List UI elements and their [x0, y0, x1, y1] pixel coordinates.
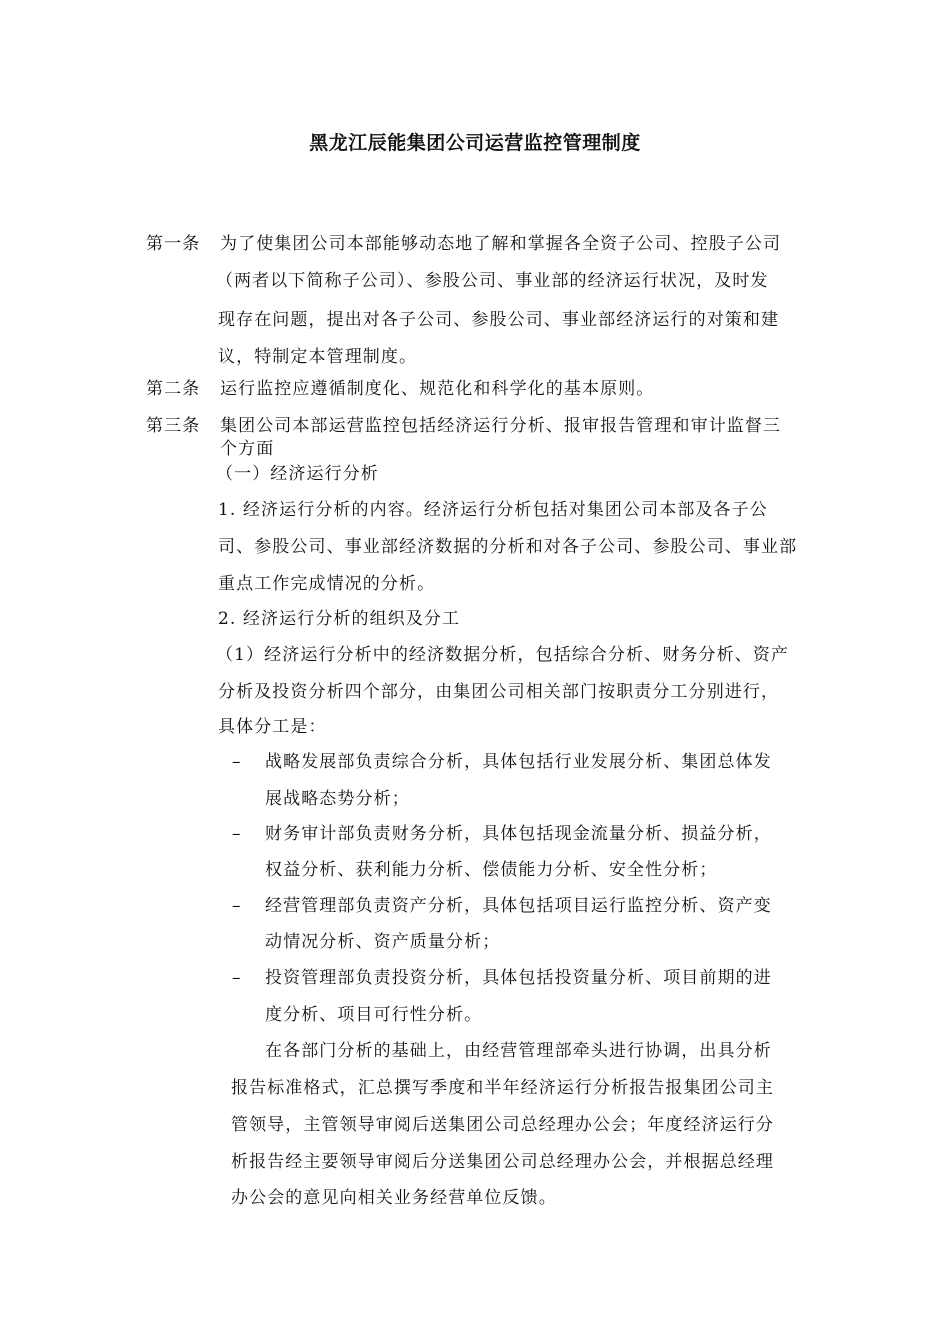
bullet-item-line: 投资管理部负责投资分析，具体包括投资量分析、项目前期的进: [265, 968, 772, 988]
article-2-line: 运行监控应遵循制度化、规范化和科学化的基本原则。: [220, 379, 655, 399]
closing-line: 管领导，主管领导审阅后送集团公司总经理办公会；年度经济运行分: [231, 1115, 774, 1135]
article-1-line: 议，特制定本管理制度。: [218, 347, 418, 367]
sub-1-line: 分析及投资分析四个部分，由集团公司相关部门按职责分工分别进行，: [218, 682, 780, 702]
item-2-heading: 2. 经济运行分析的组织及分工: [218, 609, 461, 629]
bullet-item-line: 经营管理部负责资产分析，具体包括项目运行监控分析、资产变: [265, 896, 772, 916]
article-1-line: （两者以下简称子公司）、参股公司、事业部的经济运行状况，及时发: [216, 271, 769, 291]
item-1-line: 司、参股公司、事业部经济数据的分析和对各子公司、参股公司、事业部: [218, 537, 798, 557]
bullet-item-line: 动情况分析、资产质量分析；: [265, 932, 501, 952]
article-3-line: 个方面: [220, 439, 275, 459]
closing-line: 在各部门分析的基础上，由经营管理部牵头进行协调，出具分析: [265, 1041, 772, 1061]
bullet-dash: –: [232, 968, 241, 988]
closing-line: 报告标准格式，汇总撰写季度和半年经济运行分析报告报集团公司主: [231, 1078, 774, 1098]
item-1-line: 重点工作完成情况的分析。: [218, 574, 436, 594]
sub-1-line: （1）经济运行分析中的经济数据分析，包括综合分析、财务分析、资产: [216, 645, 790, 665]
bullet-dash: –: [232, 752, 241, 772]
bullet-item-line: 度分析、项目可行性分析。: [265, 1005, 483, 1025]
article-2-label: 第二条: [146, 379, 201, 399]
bullet-item-line: 展战略态势分析；: [265, 789, 410, 809]
article-1-line: 为了使集团公司本部能够动态地了解和掌握各全资子公司、控股子公司: [220, 234, 782, 254]
bullet-item-line: 财务审计部负责财务分析，具体包括现金流量分析、损益分析，: [265, 824, 772, 844]
closing-line: 析报告经主要领导审阅后分送集团公司总经理办公会，并根据总经理: [231, 1152, 774, 1172]
bullet-item-line: 权益分析、获利能力分析、偿债能力分析、安全性分析；: [265, 860, 718, 880]
item-1-line: 1. 经济运行分析的内容。经济运行分析包括对集团公司本部及各子公: [218, 500, 768, 520]
document-title: 黑龙江辰能集团公司运营监控管理制度: [309, 132, 641, 154]
article-3-label: 第三条: [146, 416, 201, 436]
bullet-dash: –: [232, 824, 241, 844]
article-1-label: 第一条: [146, 234, 201, 254]
bullet-dash: –: [232, 896, 241, 916]
article-1-line: 现存在问题，提出对各子公司、参股公司、事业部经济运行的对策和建: [218, 310, 780, 330]
section-heading: （一）经济运行分析: [216, 464, 379, 484]
sub-1-line: 具体分工是：: [218, 717, 327, 737]
closing-line: 办公会的意见向相关业务经营单位反馈。: [231, 1188, 557, 1208]
article-3-line: 集团公司本部运营监控包括经济运行分析、报审报告管理和审计监督三: [220, 416, 782, 436]
bullet-item-line: 战略发展部负责综合分析，具体包括行业发展分析、集团总体发: [265, 752, 772, 772]
